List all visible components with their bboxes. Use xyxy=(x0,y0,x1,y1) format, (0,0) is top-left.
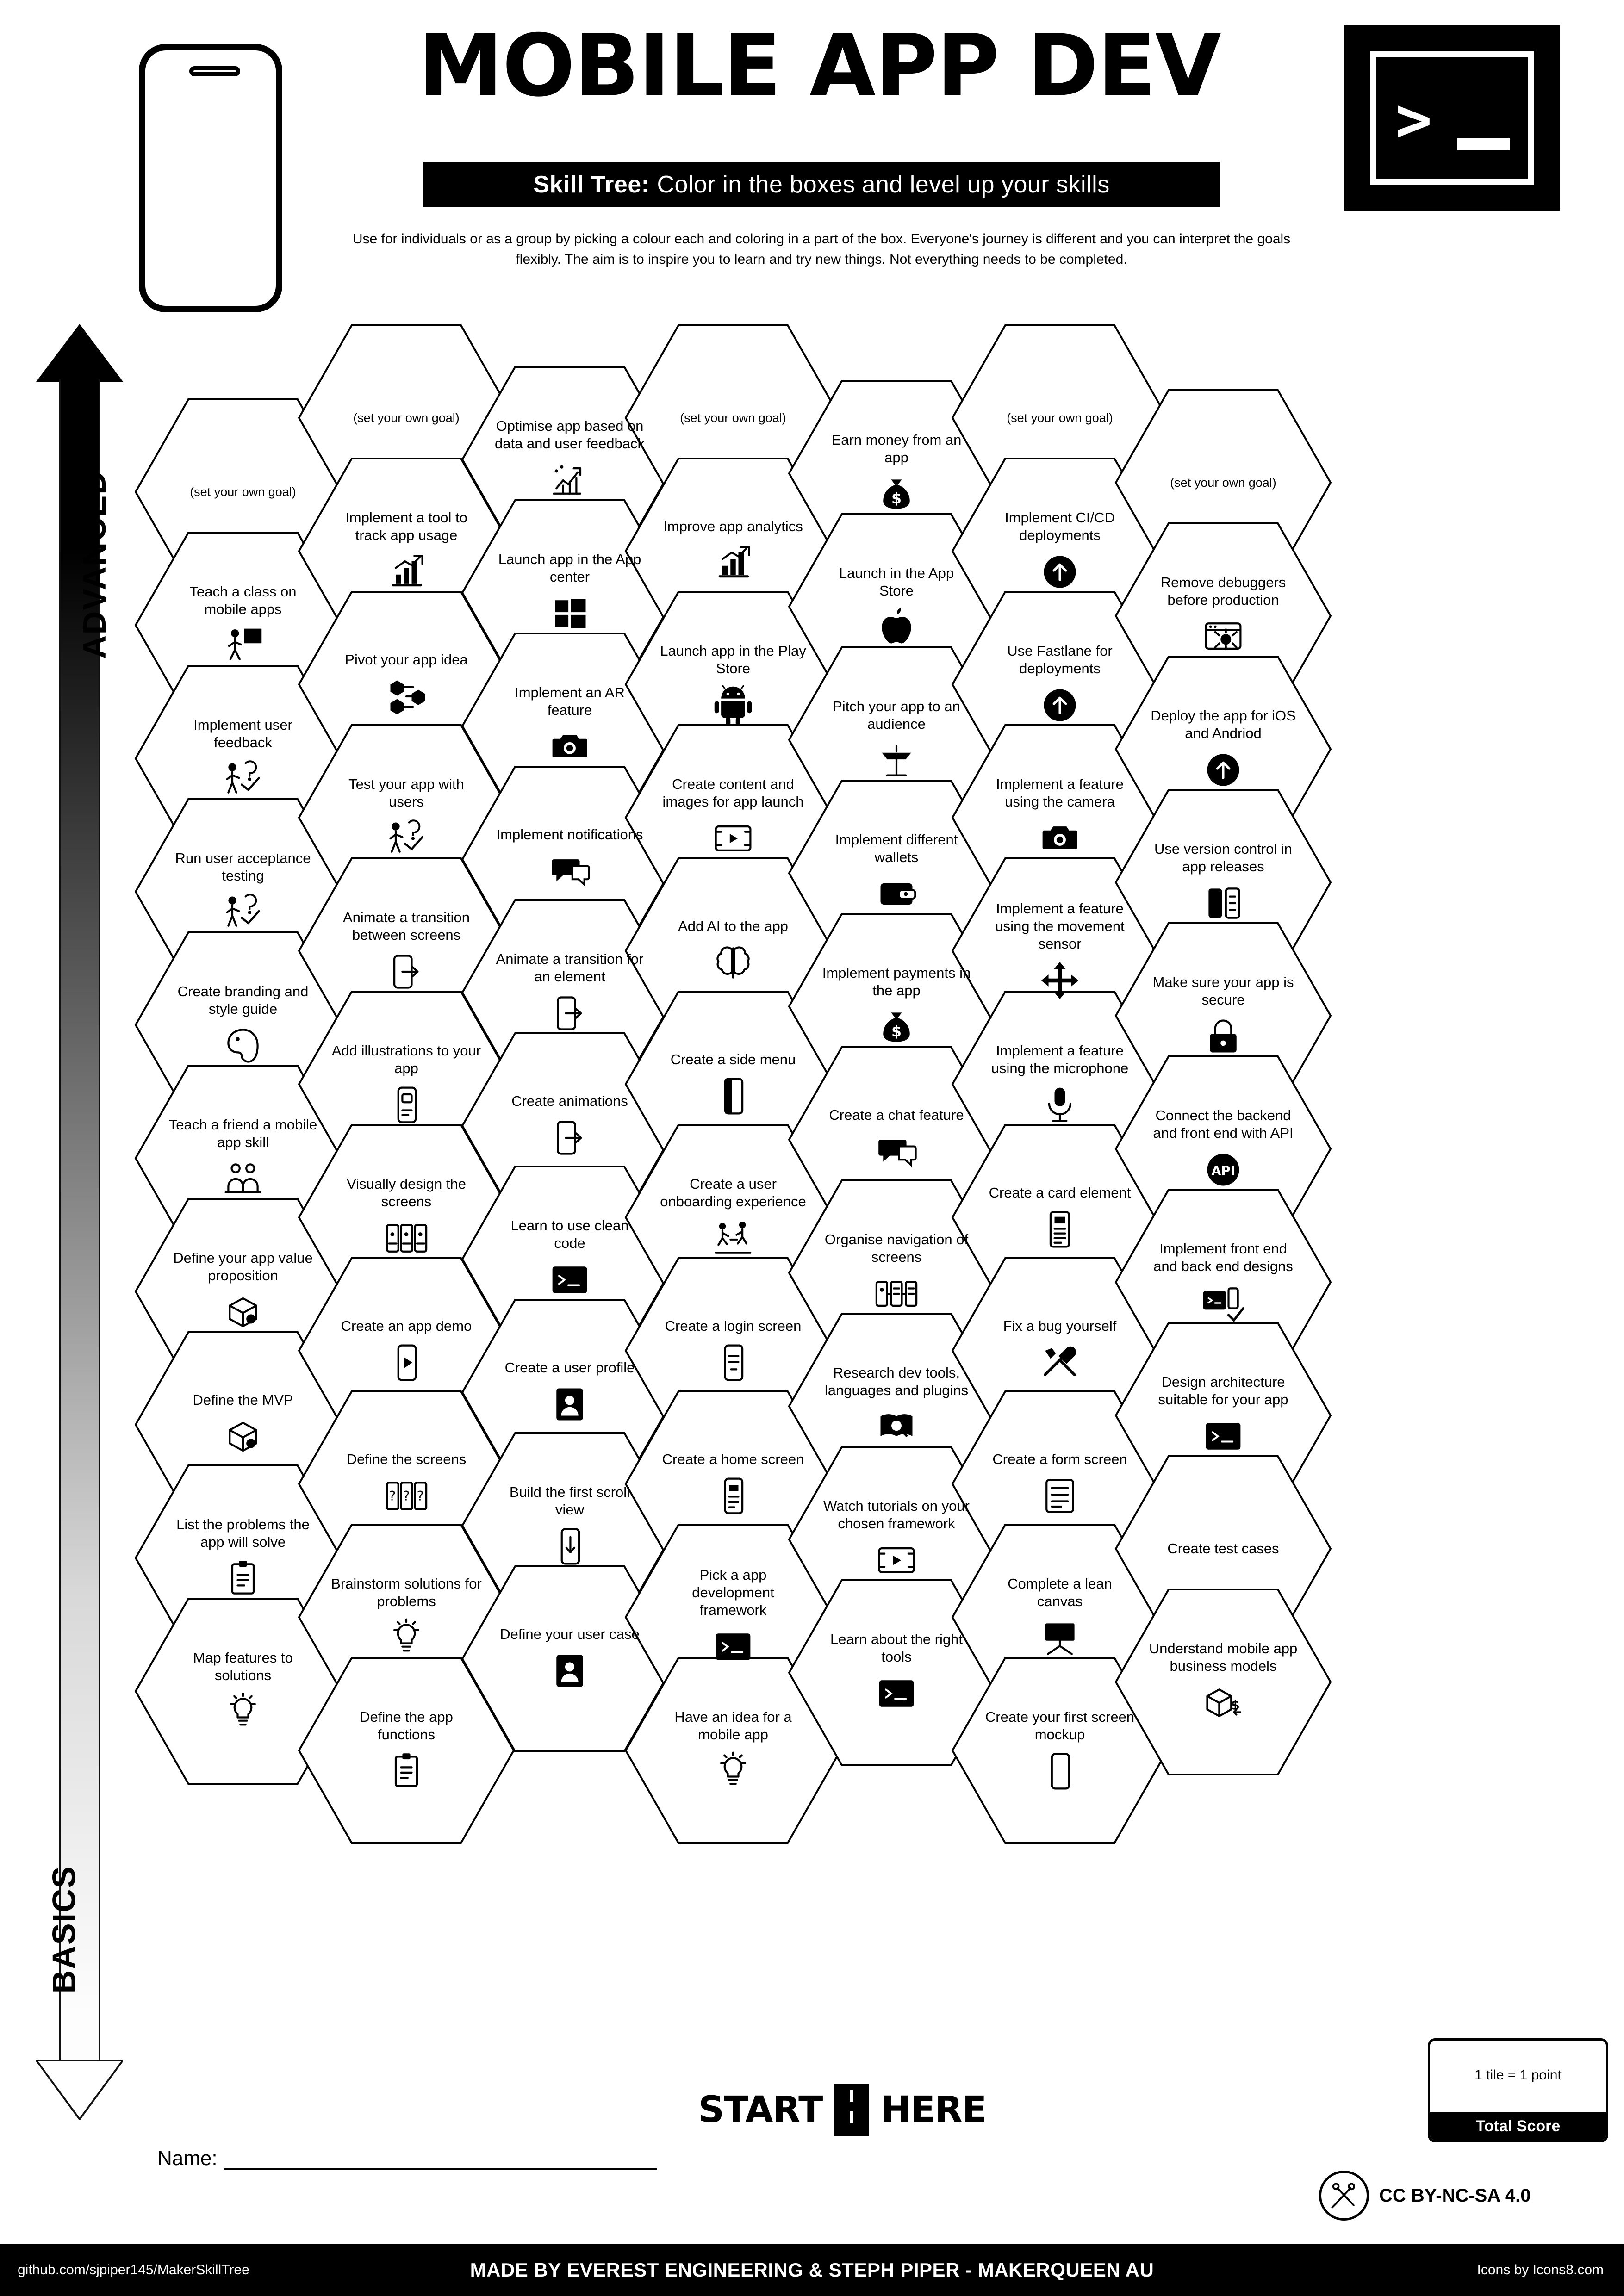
skill-tile-label: Watch tutorials on your chosen framework xyxy=(823,1498,970,1532)
lightbulb-icon xyxy=(222,1691,264,1733)
skill-tile-label: Deploy the app for iOS and Andriod xyxy=(1151,707,1296,741)
skill-tile-label: Implement front end and back end designs xyxy=(1153,1241,1293,1274)
person-feedback-icon xyxy=(222,891,264,934)
skill-tile-label: Create a user profile xyxy=(504,1359,635,1376)
terminal-icon xyxy=(712,1626,754,1668)
video-icon xyxy=(875,1539,918,1582)
skill-tile-label: Create a chat feature xyxy=(829,1107,964,1123)
lightbulb-icon xyxy=(712,1750,754,1793)
cc-tools-icon xyxy=(1327,2178,1361,2213)
skill-tile-label: (set your own goal) xyxy=(1170,475,1276,490)
skill-tile-label: Launch in the App Store xyxy=(839,565,954,599)
terminal-prompt: > xyxy=(1395,84,1432,155)
upload-circle-icon xyxy=(1039,551,1081,593)
name-field[interactable] xyxy=(157,2142,657,2170)
skill-tile-label: Visually design the screens xyxy=(347,1176,466,1210)
skill-tile-label: Implement a feature using the movement sensor xyxy=(995,900,1125,952)
screen-arrow-icon xyxy=(548,992,591,1035)
skill-tile-label: Teach a friend a mobile app skill xyxy=(168,1117,317,1150)
microphone-icon xyxy=(1039,1084,1081,1126)
poster-footer xyxy=(0,2244,1624,2296)
form-icon xyxy=(1039,1475,1081,1517)
onboarding-icon xyxy=(712,1217,754,1260)
axis-label-basics: BASICS xyxy=(46,1865,82,1994)
skill-tile-label: Research dev tools, languages and plugins xyxy=(824,1365,969,1398)
svg-text:$: $ xyxy=(1230,1697,1240,1713)
person-feedback-icon xyxy=(222,758,264,800)
three-screens-icon xyxy=(385,1217,428,1260)
svg-text:$: $ xyxy=(891,1023,902,1040)
skill-tile-label: Pitch your app to an audience xyxy=(833,698,960,732)
skill-tile-label: Have an idea for a mobile app xyxy=(674,1709,792,1743)
user-card-icon xyxy=(548,1383,591,1426)
chat-bubble-icon xyxy=(875,1130,918,1173)
skill-tile-label: Test your app with users xyxy=(348,776,464,810)
screen-arrow-icon xyxy=(385,950,428,993)
skill-tile-label: Add illustrations to your app xyxy=(331,1043,481,1076)
subtitle-strong: Skill Tree: xyxy=(533,171,650,198)
growth-arrows-icon xyxy=(548,459,591,502)
skill-tile-label: Connect the backend and front end with API xyxy=(1153,1107,1294,1141)
license-text: CC BY-NC-SA 4.0 xyxy=(1379,2185,1531,2206)
skill-tile-label: Define the MVP xyxy=(193,1392,293,1409)
skill-tile-label: Make sure your app is secure xyxy=(1152,974,1294,1008)
skill-tile-label: (set your own goal) xyxy=(1007,410,1113,425)
start-here-marker xyxy=(662,2082,1023,2138)
skill-tile-label: Implement notifications xyxy=(496,826,643,843)
name-label: Name: xyxy=(157,2147,218,2170)
box-award-icon xyxy=(222,1291,264,1334)
podium-icon xyxy=(875,739,918,782)
skill-tile-label: Create a card element xyxy=(989,1185,1131,1201)
svg-text:API: API xyxy=(1211,1164,1235,1179)
skill-tile-label: Optimise app based on data and user feedback xyxy=(494,418,645,452)
skill-tile-label: Organise navigation of screens xyxy=(824,1231,969,1265)
skill-tile-label: Launch app in the Play Store xyxy=(660,643,806,676)
terminal-icon xyxy=(875,1672,918,1715)
skill-tile-label: Create a home screen xyxy=(662,1451,804,1468)
skill-tile-label: Define the screens xyxy=(346,1451,467,1468)
cc-badge-icon xyxy=(1319,2171,1369,2221)
wallet-icon xyxy=(875,873,918,915)
lightbulb-icon xyxy=(385,1617,428,1659)
skill-tile-label: Brainstorm solutions for problems xyxy=(331,1576,482,1609)
android-icon xyxy=(712,684,754,726)
bar-chart-arrow-icon xyxy=(385,551,428,593)
phone-login-icon xyxy=(712,1341,754,1384)
skill-tile-label: Implement payments in the app xyxy=(822,965,971,999)
skill-tile-label: Map features to solutions xyxy=(193,1650,293,1683)
footer-credit: MADE BY EVEREST ENGINEERING & STEPH PIPER - MAKERQUEEN AU xyxy=(470,2259,1154,2281)
skill-tile-label: Create test cases xyxy=(1167,1540,1279,1557)
skill-tile-label: Define the app functions xyxy=(360,1709,453,1743)
phone-play-icon xyxy=(385,1341,428,1384)
easel-icon xyxy=(1039,1617,1081,1659)
skill-tile-label: Create animations xyxy=(511,1093,628,1110)
lock-icon xyxy=(1202,1015,1244,1058)
paint-palette-icon xyxy=(222,1024,264,1067)
score-box[interactable] xyxy=(1428,2038,1608,2142)
upload-circle-icon xyxy=(1202,749,1244,791)
tools-icon xyxy=(1039,1341,1081,1384)
svg-text:?: ? xyxy=(417,1488,424,1504)
skill-tile-label: Run user acceptance testing xyxy=(175,850,311,884)
skill-tile-label: Create content and images for app launch xyxy=(662,776,804,810)
money-bag-icon xyxy=(875,1006,918,1049)
svg-text:?: ? xyxy=(403,1488,410,1504)
box-award-icon xyxy=(222,1415,264,1458)
skill-tile-label: Remove debuggers before production xyxy=(1160,574,1286,608)
skill-tile-label: Implement user feedback xyxy=(193,717,292,751)
skill-tile-label: Build the first scroll view xyxy=(509,1484,630,1518)
skill-tile-label: Animate a transition between screens xyxy=(343,909,470,943)
skill-tile-label: Use Fastlane for deployments xyxy=(1007,643,1113,676)
skill-tile-label: Learn about the right tools xyxy=(830,1631,963,1665)
windows-icon xyxy=(548,592,591,635)
skill-tile-label: (set your own goal) xyxy=(353,410,460,425)
footer-icons-credit[interactable]: Icons by Icons8.com xyxy=(1477,2262,1604,2277)
skill-tile-label: Implement an AR feature xyxy=(515,684,625,718)
brain-icon xyxy=(712,942,754,984)
skill-tile-label: Launch app in the App center xyxy=(498,551,641,585)
box-money-icon xyxy=(1202,1682,1244,1724)
skill-tile-label: Create an app demo xyxy=(341,1318,472,1334)
api-icon xyxy=(1202,1148,1244,1191)
skill-tile-label: Understand mobile app business models xyxy=(1149,1640,1298,1674)
skill-tile-label: Learn to use clean code xyxy=(510,1217,629,1251)
phone-image-icon xyxy=(385,1084,428,1126)
skill-tile-label: Use version control in app releases xyxy=(1154,841,1293,875)
here-word: HERE xyxy=(881,2089,987,2131)
upload-circle-icon xyxy=(1039,684,1081,726)
skill-tile-label: Fix a bug yourself xyxy=(1003,1318,1117,1334)
page-title: MOBILE APP DEV xyxy=(418,16,1220,116)
clipboard-icon xyxy=(385,1750,428,1793)
score-rule-label: 1 tile = 1 point xyxy=(1475,2067,1562,2083)
skill-tile-label: Complete a lean canvas xyxy=(1008,1576,1112,1609)
total-score-label: Total Score xyxy=(1430,2112,1606,2140)
svg-text:$: $ xyxy=(891,490,902,507)
skill-tile-label: Add AI to the app xyxy=(678,918,788,935)
person-feedback-icon xyxy=(385,817,428,860)
road-icon xyxy=(834,2084,869,2136)
boxes-flow-icon xyxy=(385,675,428,718)
clipboard-icon xyxy=(222,1558,264,1600)
phone-blank-icon xyxy=(1039,1750,1081,1793)
skill-tile-label: Create your first screen mockup xyxy=(985,1709,1135,1743)
terminal-icon xyxy=(1202,1415,1244,1458)
skill-tile-label: Define your app value proposition xyxy=(173,1250,313,1284)
intro-paragraph: Use for individuals or as a group by picking a colour each and coloring in a part of the box. Everyone's journey is different and you can interpret the goals flexibly. The aim is to inspire you to learn and try new things. Not everything needs to be completed. xyxy=(352,231,1291,267)
skill-tile-label: Create branding and style guide xyxy=(177,983,309,1017)
skill-tile-label: (set your own goal) xyxy=(190,484,296,499)
skill-tile-label: Implement a feature using the camera xyxy=(996,776,1124,810)
skill-tile-label: List the problems the app will solve xyxy=(176,1516,310,1550)
footer-github-link[interactable]: github.com/sjpiper145/MakerSkillTree xyxy=(18,2262,249,2277)
skill-tile-label: Animate a transition for an element xyxy=(496,951,644,985)
phone-sidebar-icon xyxy=(712,1075,754,1117)
name-input-rule[interactable] xyxy=(224,2164,657,2170)
three-question-screens-icon xyxy=(385,1475,428,1517)
money-bag-icon xyxy=(875,473,918,515)
svg-text:?: ? xyxy=(389,1488,396,1504)
screens-flow-icon xyxy=(875,1272,918,1315)
start-word: START xyxy=(698,2089,823,2131)
skill-tile-label: Create a user onboarding experience xyxy=(660,1176,806,1210)
skill-tile-label: Pick a app development framework xyxy=(692,1567,774,1618)
phone-scroll-icon xyxy=(548,1525,591,1568)
chat-bubble-icon xyxy=(548,850,591,893)
license-block xyxy=(1319,2170,1615,2221)
subtitle-rest: Color in the boxes and level up your skills xyxy=(657,171,1110,198)
media-icon xyxy=(712,817,754,860)
skill-tile-label: Improve app analytics xyxy=(663,518,803,535)
skill-tile-label: (set your own goal) xyxy=(680,410,786,425)
terminal-check-icon xyxy=(1202,1282,1244,1324)
skill-tile-label: Create a side menu xyxy=(670,1051,796,1068)
skill-tile-label: Earn money from an app xyxy=(831,432,962,465)
move-arrows-icon xyxy=(1039,959,1081,1002)
skill-tile-label: Implement a tool to track app usage xyxy=(345,509,467,543)
bar-chart-arrow-icon xyxy=(712,542,754,584)
terminal-icon xyxy=(548,1259,591,1301)
phone-home-icon xyxy=(712,1475,754,1517)
skill-tile-label: Implement CI/CD deployments xyxy=(1005,509,1115,543)
skill-tile-label: Create a form screen xyxy=(992,1451,1127,1468)
skill-tile-label: Implement different wallets xyxy=(835,832,958,865)
skill-tile-label: Implement a feature using the microphone xyxy=(991,1043,1129,1076)
search-book-icon xyxy=(875,1406,918,1448)
skill-tile-label: Teach a class on mobile apps xyxy=(189,583,297,617)
skill-tile[interactable] xyxy=(1114,1588,1332,1776)
apple-icon xyxy=(875,606,918,649)
camera-icon xyxy=(548,726,591,768)
user-card-icon xyxy=(548,1650,591,1692)
card-list-icon xyxy=(1039,1208,1081,1251)
skill-tile-label: Design architecture suitable for your app xyxy=(1158,1374,1288,1408)
axis-label-advanced: ADVANCED xyxy=(76,470,112,659)
skill-tile-label: Pivot your app idea xyxy=(345,652,468,668)
devices-icon xyxy=(1202,882,1244,925)
skill-tile-label: Define your user case xyxy=(500,1626,640,1643)
screen-arrow-icon xyxy=(548,1117,591,1159)
skill-tile-label: Create a login screen xyxy=(665,1318,802,1334)
presenter-icon xyxy=(222,625,264,667)
camera-icon xyxy=(1039,817,1081,860)
browser-bug-icon xyxy=(1202,615,1244,658)
two-people-icon xyxy=(222,1158,264,1200)
